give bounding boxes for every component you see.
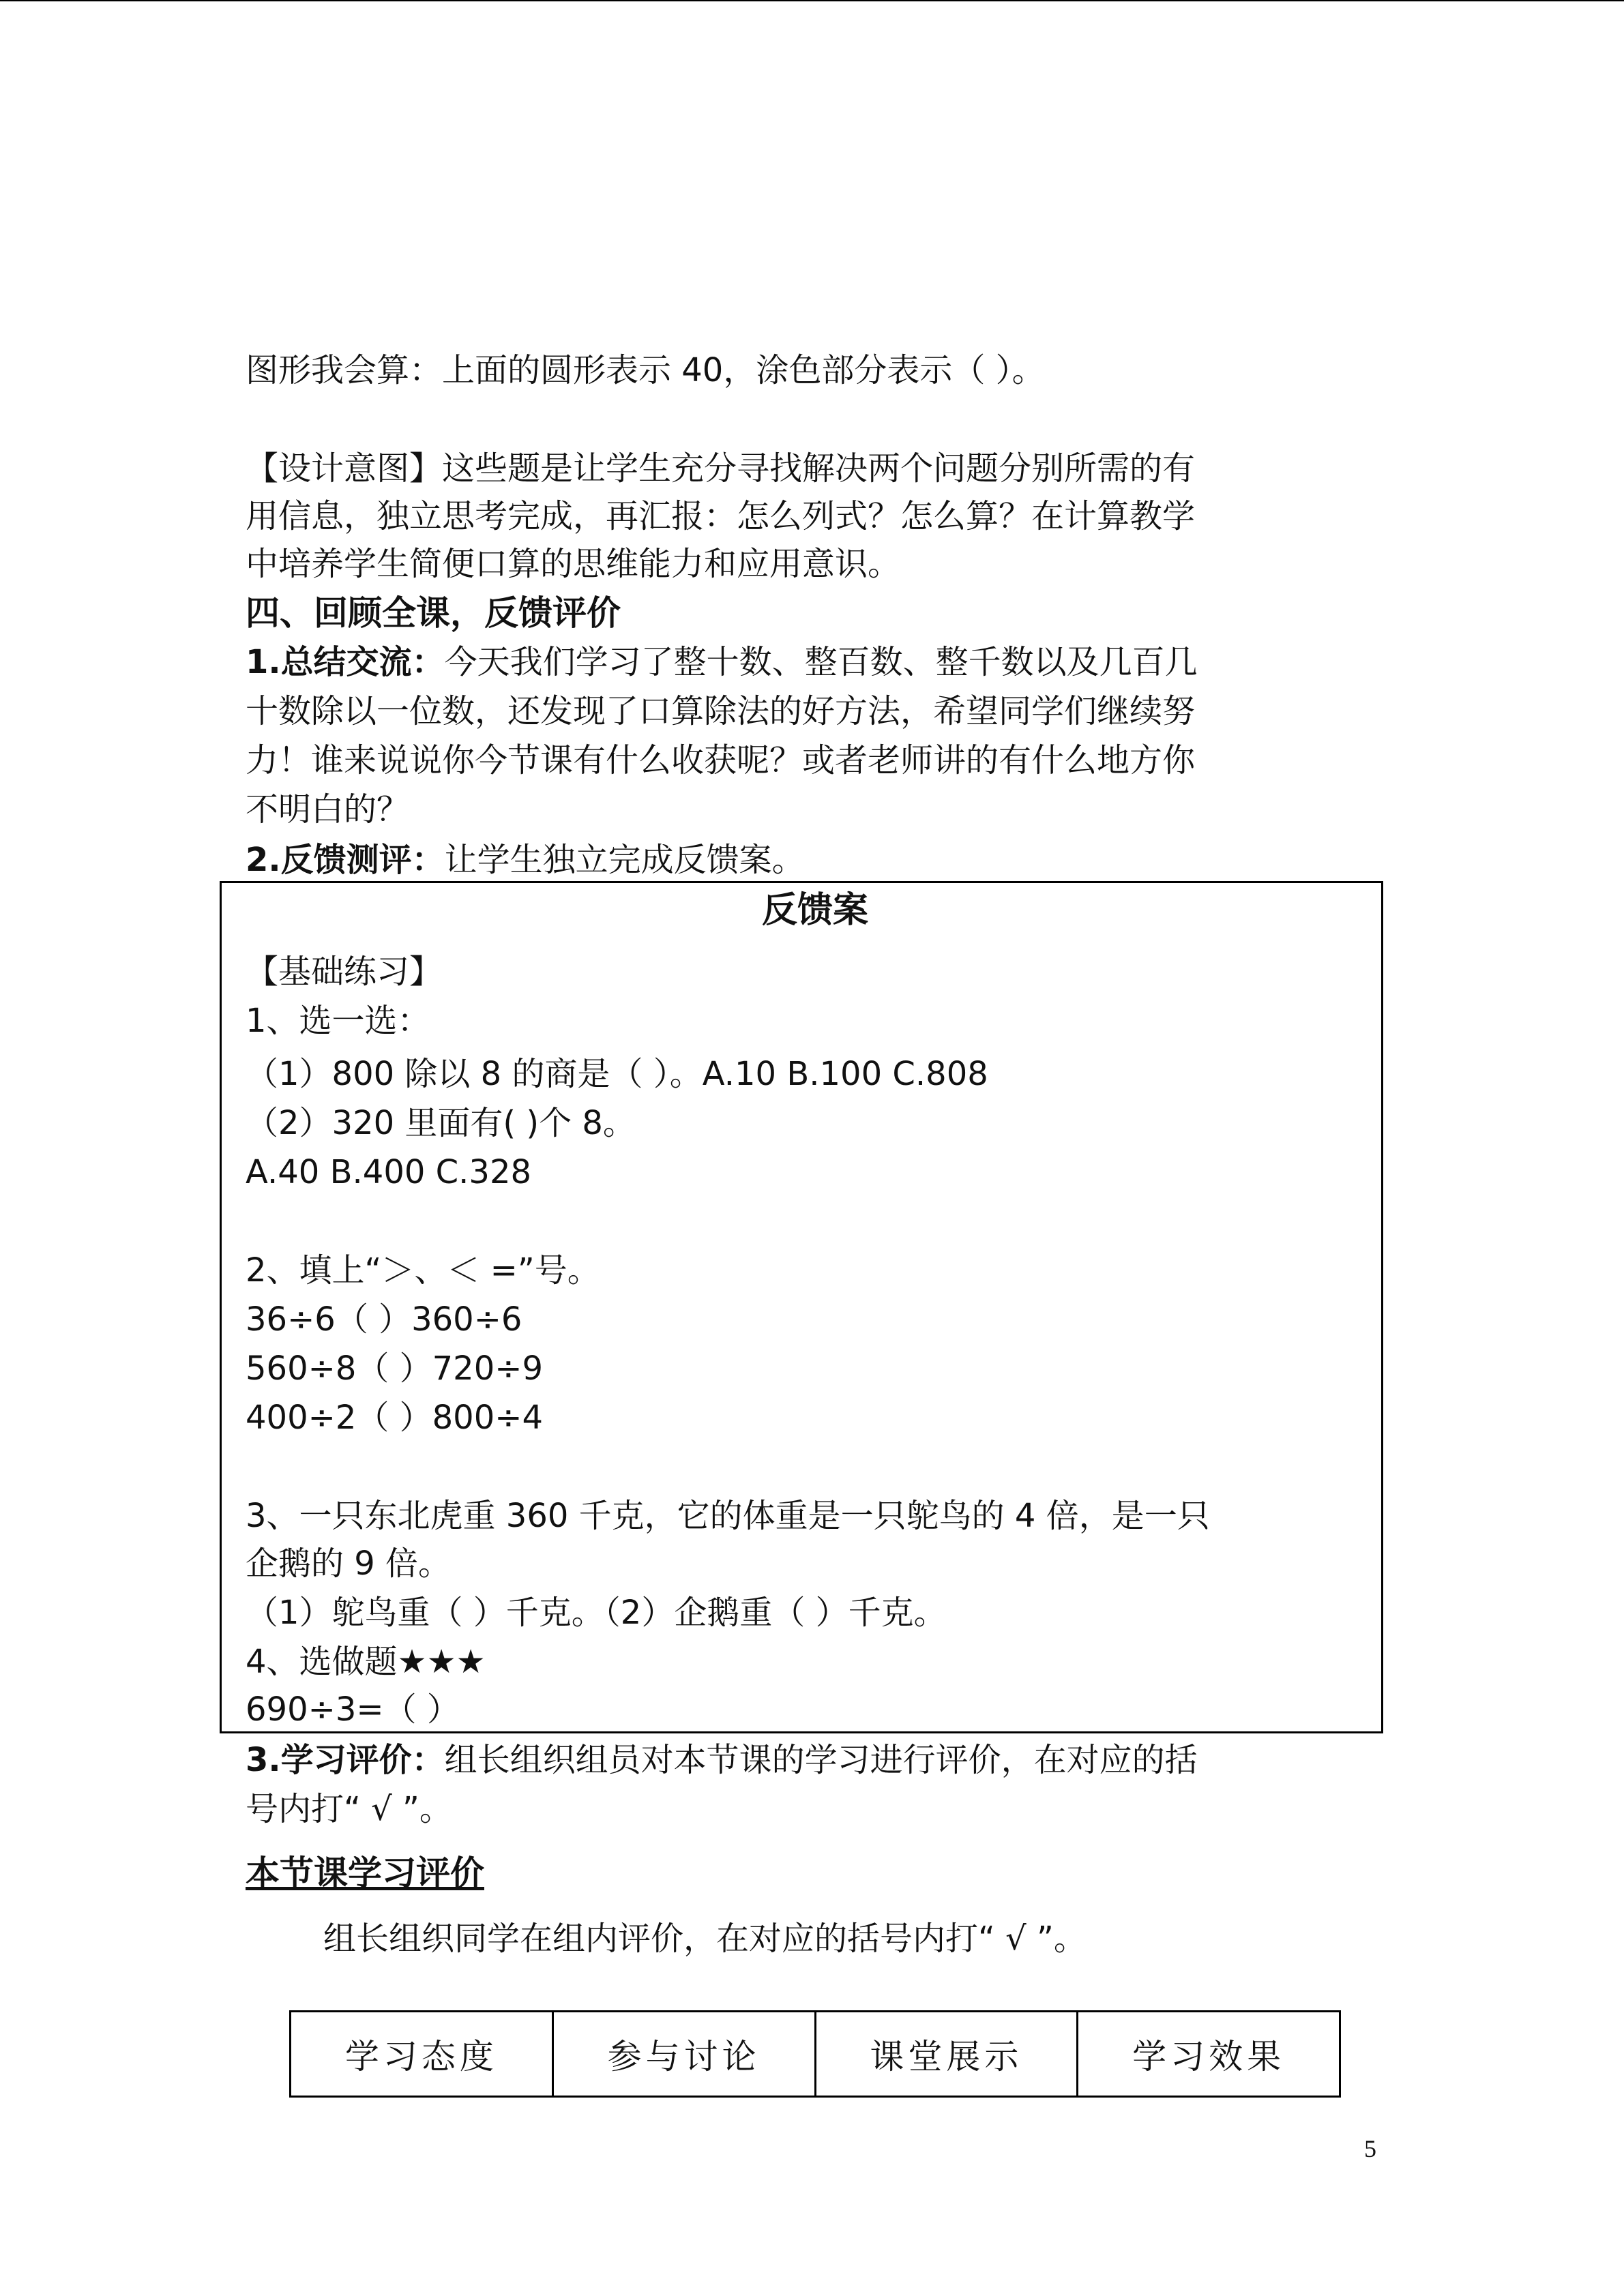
eval-instruction: 组长组织同学在组内评价，在对应的括号内打“ √ ”。: [323, 1920, 1087, 1958]
learning-eval-line-2: 号内打“ √ ”。: [246, 1790, 452, 1828]
eval-header-effect: 学习效果: [1078, 2012, 1340, 2097]
q2-3: 400÷2（ ）800÷4: [246, 1399, 544, 1437]
eval-section-title-text: 本节课学习评价: [246, 1853, 484, 1893]
summary-line-1: [246, 638, 1198, 686]
q1-1: （1）800 除以 8 的商是（ ）。A.10 B.100 C.808: [246, 1055, 988, 1093]
feedback-box-title: 反馈案: [761, 890, 868, 931]
design-intent-line-1: 【设计意图】这些题是让学生充分寻找解决两个问题分别所需的有: [246, 449, 1196, 488]
evaluation-table: [289, 2010, 1341, 2098]
q2-2: 560÷8（ ）720÷9: [246, 1350, 544, 1388]
q2-1: 36÷6（ ）360÷6: [246, 1300, 522, 1339]
learning-eval-line-1: [246, 1736, 1198, 1784]
q1-heading: 1、选一选：: [246, 1002, 430, 1040]
evaluation-table-header-row: [291, 2012, 1340, 2097]
summary-line-2: 十数除以一位数，还发现了口算除法的好方法，希望同学们继续努: [246, 692, 1196, 730]
q3-line-1: 3、一只东北虎重 360 千克，它的体重是一只鸵鸟的 4 倍，是一只: [246, 1497, 1210, 1535]
learning-eval-text: 组长组织组员对本节课的学习进行评价，在对应的括: [444, 1741, 1198, 1779]
basic-practice-heading: 【基础练习】: [246, 953, 443, 991]
eval-header-discussion: 参与讨论: [552, 2012, 815, 2097]
page-number: 5: [1364, 2135, 1376, 2162]
eval-section-title: [246, 1849, 484, 1898]
summary-line-1-text: 今天我们学习了整十数、整百数、整千数以及几百几: [444, 643, 1198, 681]
summary-line-3: 力！谁来说说你今节课有什么收获呢？或者老师讲的有什么地方你: [246, 741, 1196, 779]
q3-line-2: 企鹅的 9 倍。: [246, 1545, 452, 1583]
design-intent-line-2: 用信息，独立思考完成，再汇报：怎么列式？怎么算？在计算教学: [246, 497, 1196, 535]
q1-2: （2）320 里面有( )个 8。: [246, 1104, 636, 1142]
page-top-border: [0, 0, 1624, 1]
feedback-test-label: 2.反馈测评：: [246, 841, 445, 879]
eval-header-presentation: 课堂展示: [815, 2012, 1078, 2097]
learning-eval-label: 3.学习评价：: [246, 1741, 445, 1779]
feedback-test-line: [246, 836, 805, 884]
intro-line: 图形我会算：上面的圆形表示 40，涂色部分表示（ ）。: [246, 351, 1045, 389]
q4-heading: 4、选做题★★★: [246, 1643, 486, 1681]
section-4-heading: 四、回顾全课，反馈评价: [246, 593, 621, 633]
q4-line: 690÷3=（ ）: [246, 1690, 460, 1729]
q1-2-options: A.40 B.400 C.328: [246, 1153, 532, 1191]
feedback-test-text: 让学生独立完成反馈案。: [444, 841, 805, 879]
eval-header-attitude: 学习态度: [291, 2012, 553, 2097]
summary-line-4: 不明白的？: [246, 790, 410, 829]
design-intent-line-3: 中培养学生简便口算的思维能力和应用意识。: [246, 545, 901, 583]
q2-heading: 2、填上“＞、＜ =”号。: [246, 1251, 600, 1289]
q3-line-3: （1）鸵鸟重（ ）千克。（2）企鹅重（ ）千克。: [246, 1594, 947, 1632]
summary-label: 1.总结交流：: [246, 643, 445, 681]
